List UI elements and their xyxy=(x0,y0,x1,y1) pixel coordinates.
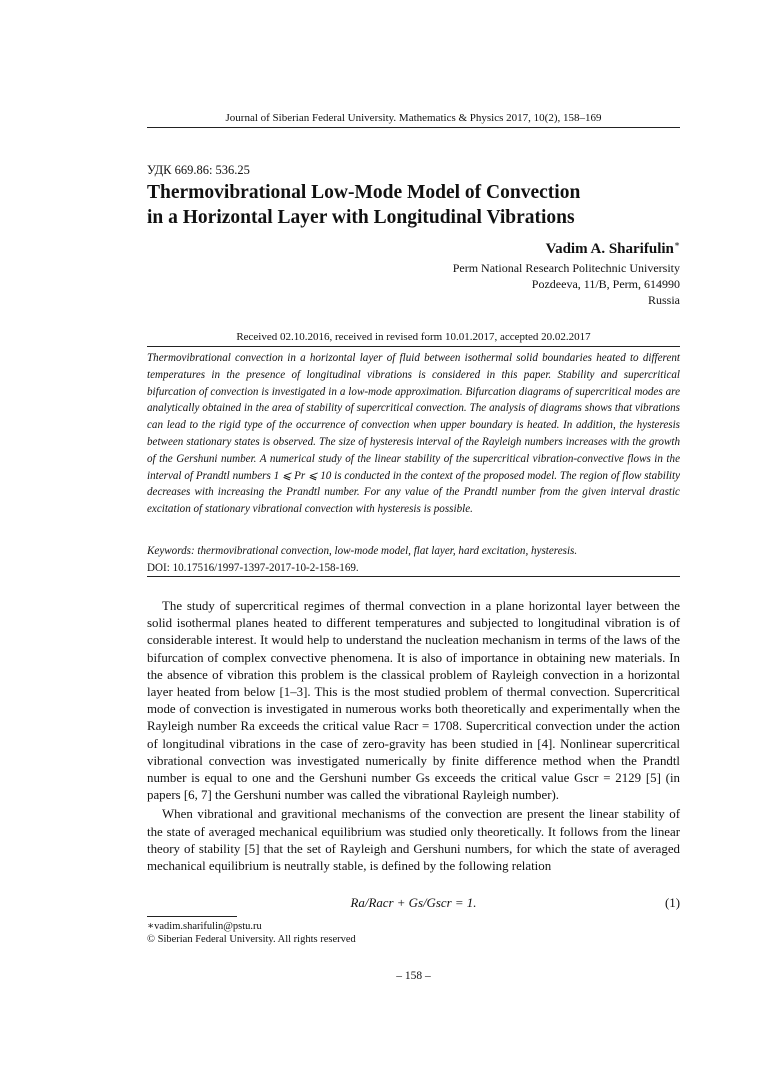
abstract: Thermovibrational convection in a horizontal layer of fluid between isothermal solid boundaries heated to different temperatures in the presence of longitudinal vibrations is considered in this paper. Stability and supercritical bifurcation of convection is investigated in a low-mode approximation. Bifurcation diagrams of supercritical modes are analytically obtained in the area of stability of supercritical convection. The analysis of diagrams shows that vibrations can lead to the rigid type of the occurrence of convection when upper boundary is heated. In addition, the hysteresis between stationary states is observed. The size of hysteresis interval of the Rayleigh numbers increases with the growth of the Gershuni number. A numerical study of the linear stability of the supercritical vibration-convective flows in the interval of Prandtl numbers 1 ⩽ Pr ⩽ 10 is conducted in the context of the proposed model. The region of flow stability decreases with increasing the Prandtl number. For any value of the Prandtl number from the given interval drastic excitation of stationary vibrational convection with hysteresis is possible. xyxy=(147,352,680,516)
footnote-email: ∗vadim.sharifulin@pstu.ru xyxy=(147,921,262,932)
journal-header: Journal of Siberian Federal University. Mathematics & Physics 2017, 10(2), 158–169 xyxy=(225,112,602,124)
footnote-rule xyxy=(147,916,237,917)
paper-title xyxy=(147,180,680,230)
udk-code: УДК 669.86: 536.25 xyxy=(147,163,250,177)
header-rule xyxy=(147,127,680,128)
paragraph-1: The study of supercritical regimes of thermal convection in a plane horizontal layer between the solid isothermal planes heated to different temperatures and subjected to longitudinal vibration is of considerable interest. It would help to understand the nucleation mechanism in terms of the laws of the bifurcation of complex convective phenomena. It is also of importance in obtaining new materials. In the absence of vibration this problem is the classical problem of Rayleigh convection in a horizontal layer heated from below [1–3]. This is the most studied problem of thermal convection. Supercritical mode of convection is investigated in numerous works both theoretically and experimentally when the Rayleigh number Ra exceeds the critical value Racr = 1708. Supercritical convection under the action of longitudinal vibrations in the case of zero-gravity has been studied in [4]. Nonlinear supercritical vibrational convection was investigated numerically by finite difference method when the Prandtl number is equal to one and the Gershuni number Gs exceeds the critical value Gscr = 2129 [5] (in papers [6, 7] the Gershuni number was called the vibrational Rayleigh number). xyxy=(147,599,680,803)
affiliation-line-1: Perm National Research Politechnic University xyxy=(452,261,680,275)
author-name xyxy=(546,239,680,258)
doi: DOI: 10.17516/1997-1397-2017-10-2-158-169. xyxy=(147,561,359,574)
equation-number: (1) xyxy=(664,896,680,910)
body-text xyxy=(147,598,680,875)
author-footnote-mark: ∗ xyxy=(673,239,680,249)
title-line-1: Thermovibrational Low-Mode Model of Convection xyxy=(147,182,581,203)
abstract-bottom-rule xyxy=(147,576,680,577)
abstract-top-rule xyxy=(147,346,680,347)
keywords-block xyxy=(147,543,680,576)
keywords: Keywords: thermovibrational convection, low-mode model, flat layer, hard excitation, hysteresis. xyxy=(147,545,578,557)
affiliation-line-2: Pozdeeva, 11/B, Perm, 614990 xyxy=(531,277,680,291)
title-line-2: in a Horizontal Layer with Longitudinal Vibrations xyxy=(147,207,575,228)
equation-formula: Ra/Racr + Gs/Gscr = 1. xyxy=(350,896,477,910)
author-name-text: Vadim A. Sharifulin xyxy=(545,241,674,257)
footnote-copyright: © Siberian Federal University. All rights reserved xyxy=(147,934,356,945)
received-dates: Received 02.10.2016, received in revised form 10.01.2017, accepted 20.02.2017 xyxy=(236,331,591,343)
affiliation-line-3: Russia xyxy=(647,293,680,307)
paragraph-2: When vibrational and gravitional mechanisms of the convection are present the linear stability of the state of averaged mechanical equilibrium was studied only theoretically. It follows from the linear theory of stability [5] that the set of Rayleigh and Gershuni numbers, for which the state of averaged mechanical equilibrium is neutrally stable, is defined by the following relation xyxy=(147,807,680,874)
page-number: – 158 – xyxy=(396,970,431,982)
